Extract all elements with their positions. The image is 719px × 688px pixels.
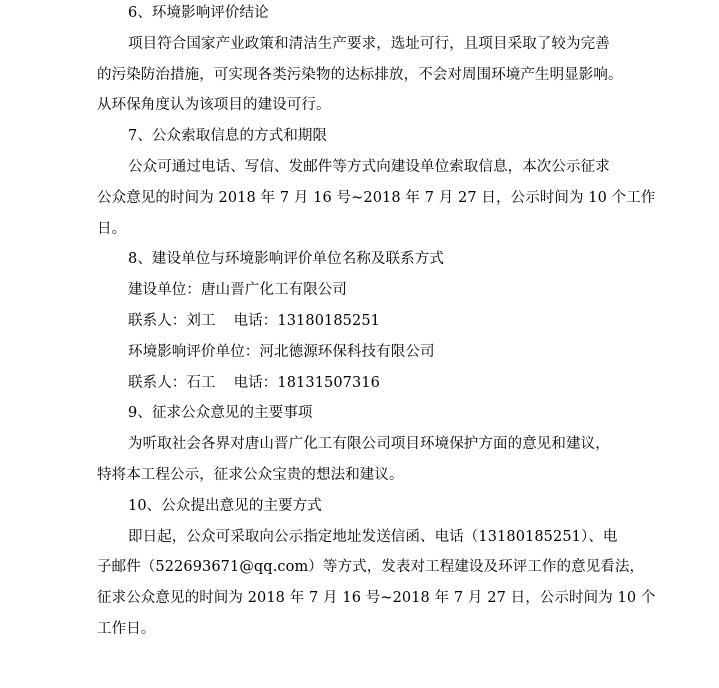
section-6-line-3: 从环保角度认为该项目的建设可行。	[97, 97, 331, 114]
section-10-line-4: 工作日。	[97, 620, 156, 637]
builder-contact-person: 联系人：刘工	[128, 312, 216, 329]
builder-contact-row	[97, 306, 617, 337]
section-7-line-1: 公众可通过电话、写信、发邮件等方式向建设单位索取信息，本次公示征求	[128, 158, 610, 175]
builder-phone: 电话：13180185251	[233, 312, 380, 329]
section-6-line-2: 的污染防治措施，可实现各类污染物的达标排放，不会对周围环境产生明显影响。	[97, 66, 623, 83]
section-10-line-2: 子邮件（522693671@qq.com）等方式，发表对工程建设及环评工作的意见看法，	[97, 559, 645, 576]
section-10-heading: 10、公众提出意见的主要方式	[128, 497, 322, 514]
section-9-line-1: 为听取社会各界对唐山晋广化工有限公司项目环境保护方面的意见和建议，	[128, 436, 610, 453]
section-9-heading: 9、征求公众意见的主要事项	[128, 405, 313, 422]
section-7-heading: 7、公众索取信息的方式和期限	[128, 128, 328, 145]
section-6-heading: 6、环境影响评价结论	[128, 5, 269, 21]
eia-contact-row	[97, 368, 617, 399]
eia-phone: 电话：18131507316	[233, 374, 380, 391]
document-body	[97, 0, 656, 645]
section-10-line-3: 征求公众意见的时间为 2018 年 7 月 16 号~2018 年 7 月 27 日，公示时间为 10 个	[97, 590, 656, 607]
section-7-line-3: 日。	[97, 220, 127, 237]
section-7-line-2: 公众意见的时间为 2018 年 7 月 16 号~2018 年 7 月 27 日，公示时间为 10 个工作	[97, 189, 656, 206]
eia-unit-name: 环境影响评价单位：河北德源环保科技有限公司	[128, 343, 435, 360]
builder-name: 建设单位：唐山晋广化工有限公司	[128, 282, 347, 299]
section-6-line-1: 项目符合国家产业政策和清洁生产要求，选址可行，且项目采取了较为完善	[128, 35, 610, 52]
section-8-heading: 8、建设单位与环境影响评价单位名称及联系方式	[128, 251, 444, 268]
eia-contact-person: 联系人：石工	[128, 374, 216, 391]
section-9-line-2: 特将本工程公示，征求公众宝贵的想法和建议。	[97, 466, 404, 483]
section-10-line-1: 即日起，公众可采取向公示指定地址发送信函、电话（13180185251）、电	[128, 528, 618, 545]
